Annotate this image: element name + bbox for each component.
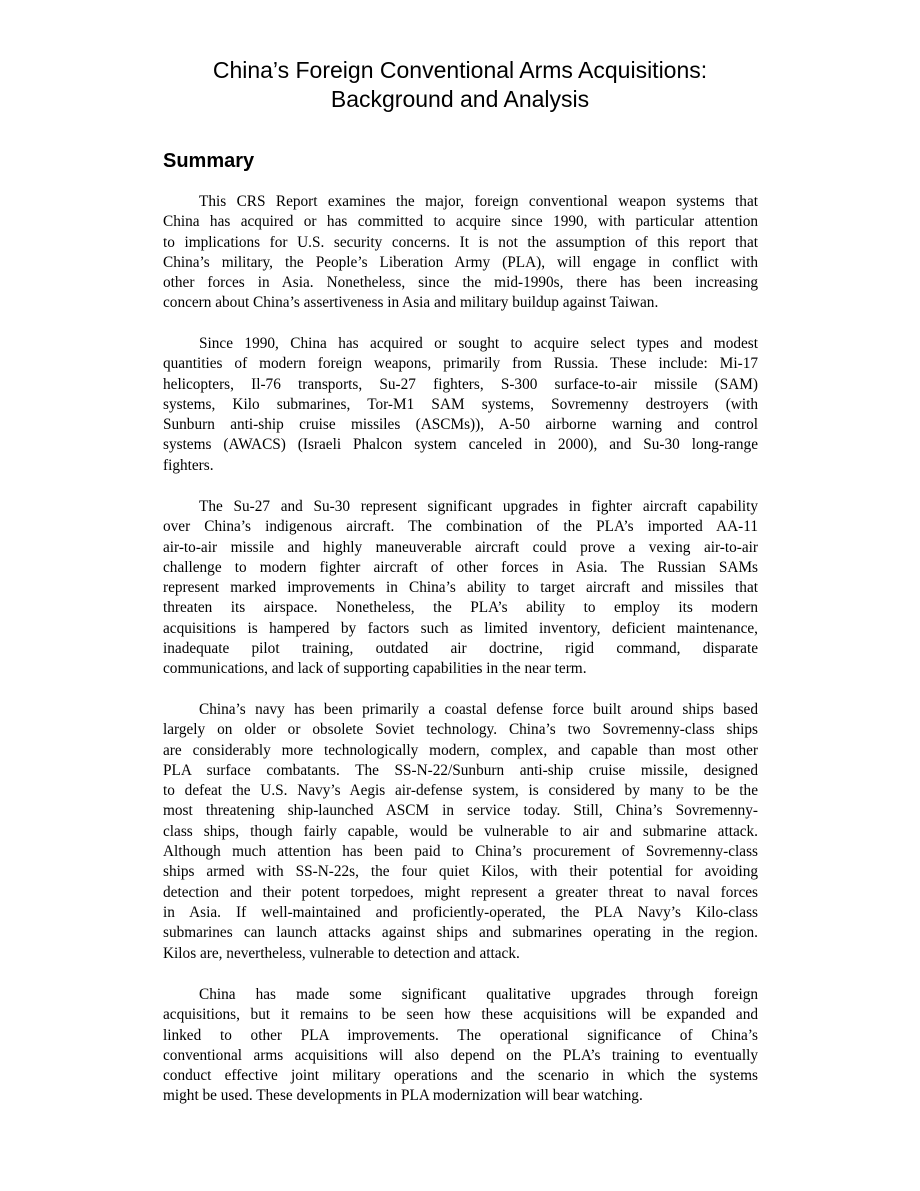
text-line: China’s navy has been primarily a coastal defense force built around ships based (199, 701, 758, 718)
paragraph-5 (163, 985, 758, 1107)
paragraph-4 (163, 700, 758, 964)
text-line: ships armed with SS-N-22s, the four quiet Kilos, with their potential for avoiding (163, 863, 758, 881)
text-line: PLA surface combatants. The SS-N-22/Sunburn anti-ship cruise missile, designed (163, 761, 758, 779)
text-line: other forces in Asia. Nonetheless, since the mid-1990s, there has been increasing (163, 274, 758, 292)
text-line: acquisitions is hampered by factors such as limited inventory, deficient maintenance, (163, 619, 758, 637)
section-heading: Summary (163, 150, 255, 172)
paragraph-3 (163, 497, 758, 680)
text-line: largely on older or obsolete Soviet technology. China’s two Sovremenny-class ships (163, 721, 758, 739)
text-line: Kilos are, nevertheless, vulnerable to detection and attack. (163, 944, 520, 962)
text-line: China’s military, the People’s Liberation Army (PLA), will engage in conflict with (163, 253, 758, 271)
text-line: The Su-27 and Su-30 represent significant upgrades in fighter aircraft capability (199, 498, 758, 515)
text-line: Since 1990, China has acquired or sought to acquire select types and modest (199, 335, 758, 352)
text-line: fighters. (163, 456, 214, 474)
text-line: conventional arms acquisitions will also depend on the PLA’s training to eventually (163, 1046, 758, 1064)
document-title (100, 56, 820, 114)
text-line: communications, and lack of supporting capabilities in the near term. (163, 660, 587, 678)
text-line: air-to-air missile and highly maneuverable aircraft could prove a vexing air-to-air (163, 538, 758, 556)
text-line: Although much attention has been paid to China’s procurement of Sovremenny-class (163, 843, 758, 861)
text-line: linked to other PLA improvements. The operational significance of China’s (163, 1026, 758, 1044)
text-line: detection and their potent torpedoes, might represent a greater threat to naval forces (163, 883, 758, 901)
title-line: Background and Analysis (330, 86, 590, 112)
text-line: Sunburn anti-ship cruise missiles (ASCMs)), A-50 airborne warning and control (163, 416, 758, 434)
text-line: represent marked improvements in China’s ability to target aircraft and missiles that (163, 579, 758, 597)
text-line: inadequate pilot training, outdated air doctrine, rigid command, disparate (163, 640, 758, 658)
text-line: challenge to modern fighter aircraft of other forces in Asia. The Russian SAMs (163, 558, 758, 576)
text-line: acquisitions, but it remains to be seen how these acquisitions will be expanded and (163, 1006, 758, 1024)
text-line: to defeat the U.S. Navy’s Aegis air-defense system, is considered by many to be the (163, 782, 758, 800)
text-line: submarines can launch attacks against ships and submarines operating in the region. (163, 924, 758, 942)
text-line: might be used. These developments in PLA modernization will bear watching. (163, 1087, 643, 1105)
text-line: class ships, though fairly capable, would be vulnerable to air and submarine attack. (163, 822, 758, 840)
text-line: are considerably more technologically modern, complex, and capable than most other (163, 741, 758, 759)
text-line: This CRS Report examines the major, foreign conventional weapon systems that (199, 193, 758, 210)
text-line: conduct effective joint military operations and the scenario in which the systems (163, 1067, 758, 1085)
text-line: China has acquired or has committed to acquire since 1990, with particular attention (163, 213, 758, 231)
text-line: over China’s indigenous aircraft. The combination of the PLA’s imported AA-11 (163, 518, 758, 536)
text-line: China has made some significant qualitative upgrades through foreign (199, 986, 758, 1003)
paragraph-1 (163, 192, 758, 314)
text-line: systems, Kilo submarines, Tor-M1 SAM systems, Sovremenny destroyers (with (163, 395, 758, 413)
text-line: most threatening ship-launched ASCM in service today. Still, China’s Sovremenny- (163, 802, 758, 820)
paragraph-2 (163, 334, 758, 476)
text-line: systems (AWACS) (Israeli Phalcon system canceled in 2000), and Su-30 long-range (163, 436, 758, 454)
text-line: helicopters, Il-76 transports, Su-27 fighters, S-300 surface-to-air missile (SAM) (163, 375, 758, 393)
text-line: threaten its airspace. Nonetheless, the PLA’s ability to employ its modern (163, 599, 758, 617)
text-line: quantities of modern foreign weapons, primarily from Russia. These include: Mi-17 (163, 355, 758, 373)
title-line: China’s Foreign Conventional Arms Acquisitions: (212, 57, 708, 83)
text-line: to implications for U.S. security concerns. It is not the assumption of this report that (163, 233, 758, 251)
text-line: concern about China’s assertiveness in Asia and military buildup against Taiwan. (163, 294, 659, 312)
text-line: in Asia. If well-maintained and proficiently-operated, the PLA Navy’s Kilo-class (163, 903, 758, 921)
